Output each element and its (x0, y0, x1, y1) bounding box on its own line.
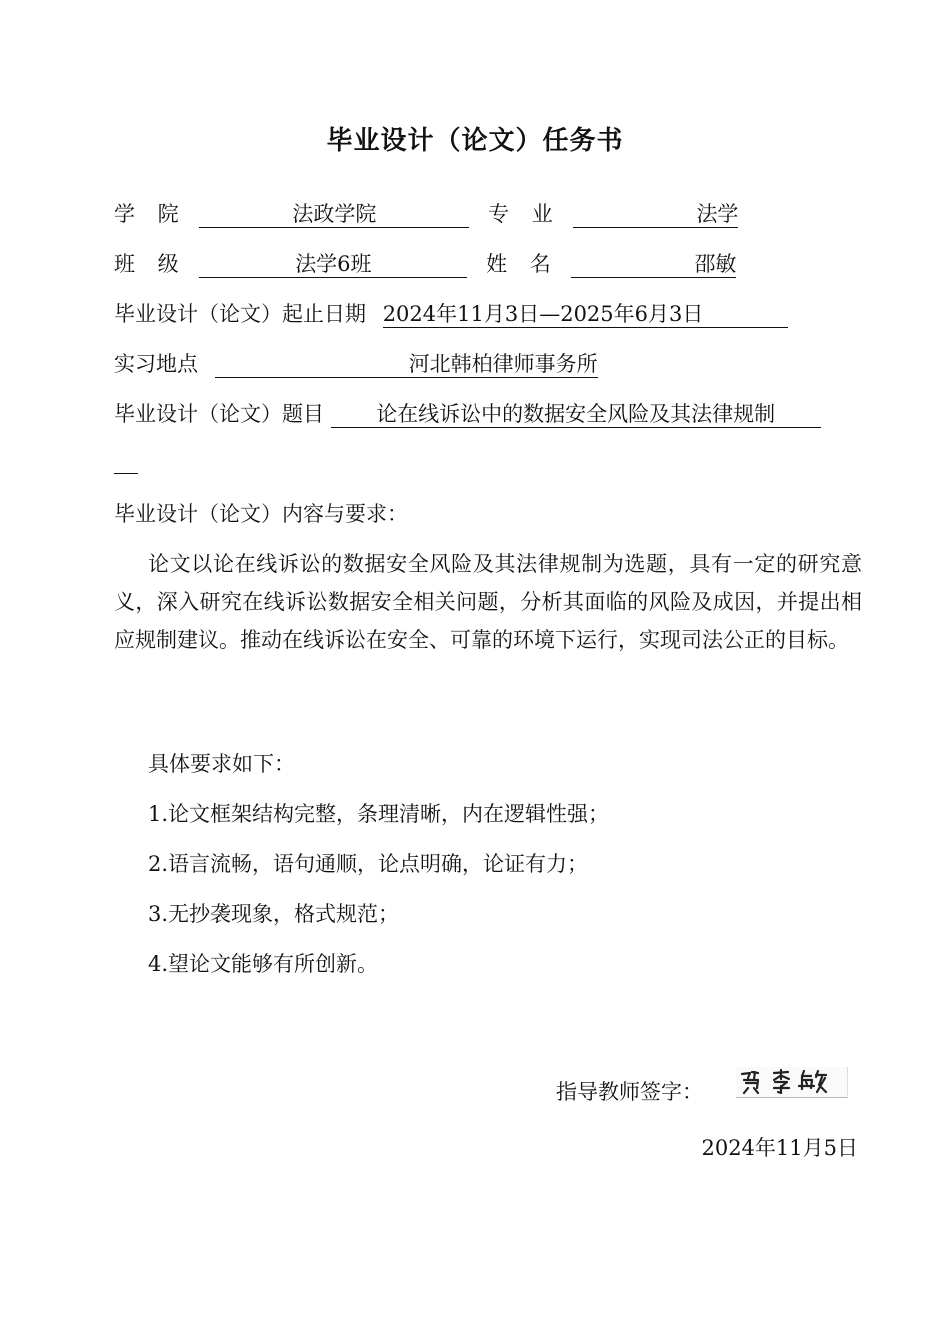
content-heading: 毕业设计（论文）内容与要求： (114, 502, 408, 526)
major-label: 专 业 (488, 202, 561, 226)
topic-underline-continuation (114, 473, 138, 474)
document-title: 毕业设计（论文）任务书 (326, 126, 624, 156)
location-value: 河北韩柏律师事务所 (215, 350, 598, 378)
requirement-item: 2.语言流畅，语句通顺，论点明确，论证有力； (148, 852, 589, 876)
class-name-row (114, 250, 736, 278)
college-value: 法政学院 (199, 200, 469, 228)
content-paragraph: 论文以论在线诉讼的数据安全风险及其法律规制为选题，具有一定的研究意义，深入研究在线诉讼数据安全相关问题，分析其面临的风险及成因，并提出相应规制建议。推动在线诉讼在安全、可靠的环境下运行，实现司法公正的目标。 (114, 552, 862, 652)
topic-label: 毕业设计（论文）题目 (114, 402, 324, 426)
name-value: 邵敏 (571, 250, 736, 278)
college-label: 学 院 (114, 202, 187, 226)
requirements-heading: 具体要求如下： (148, 752, 295, 776)
major-value: 法学 (573, 200, 738, 228)
location-row (114, 350, 598, 378)
period-row (114, 300, 788, 328)
topic-row (114, 400, 821, 428)
college-major-row (114, 200, 738, 228)
signature-label: 指导教师签字： (556, 1080, 703, 1104)
document-date: 2024年11月5日 (701, 1136, 858, 1160)
location-label: 实习地点 (114, 352, 198, 376)
signature-strokes (736, 1067, 847, 1097)
requirement-item: 1.论文框架结构完整，条理清晰，内在逻辑性强； (148, 802, 610, 826)
topic-value: 论在线诉讼中的数据安全风险及其法律规制 (331, 400, 821, 428)
class-label: 班 级 (114, 252, 187, 276)
requirement-item: 4.望论文能够有所创新。 (148, 952, 379, 976)
handwritten-signature (736, 1067, 848, 1098)
requirement-item: 3.无抄袭现象，格式规范； (148, 902, 400, 926)
class-value: 法学6班 (199, 250, 467, 278)
period-value: 2024年11月3日—2025年6月3日 (383, 300, 788, 328)
name-label: 姓 名 (486, 252, 559, 276)
period-label: 毕业设计（论文）起止日期 (114, 302, 366, 326)
